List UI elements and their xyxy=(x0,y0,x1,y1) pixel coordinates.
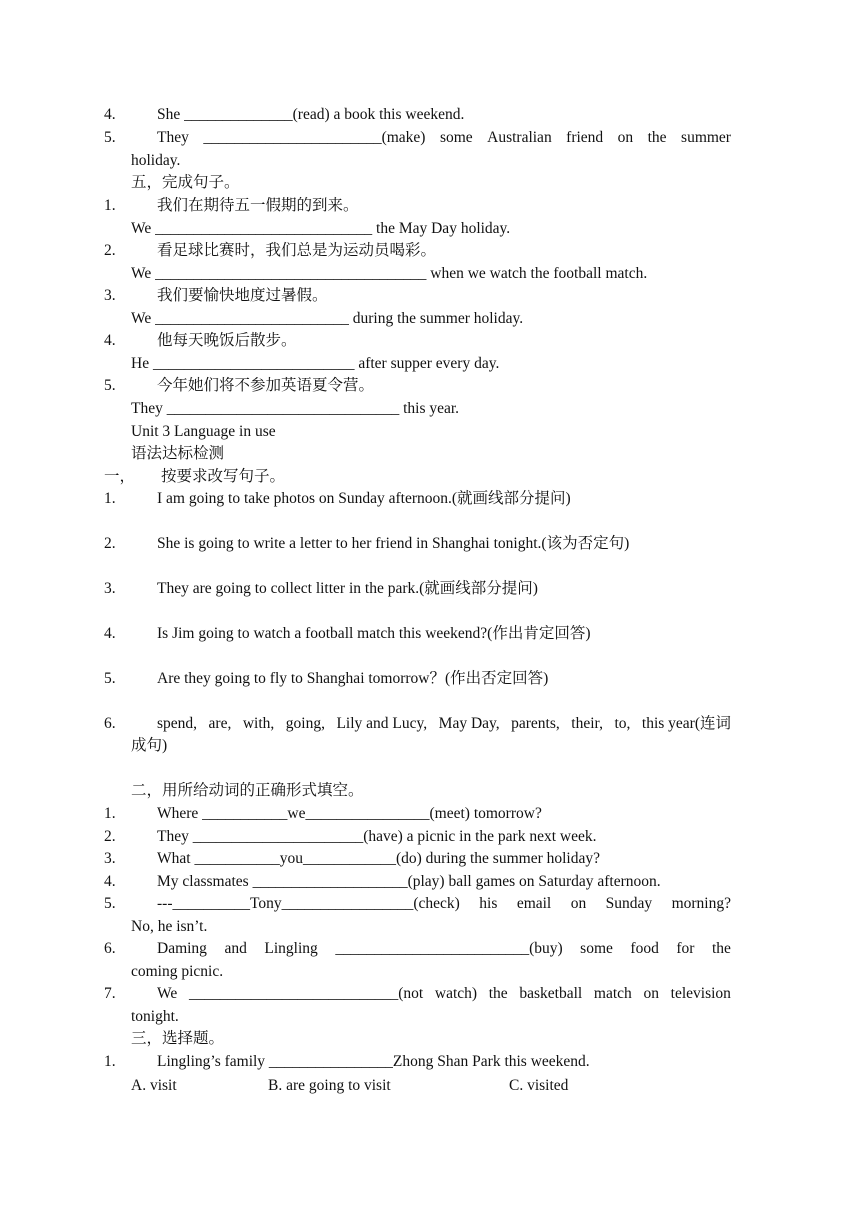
verb-item-2 xyxy=(0,826,860,848)
item-number: 6. xyxy=(104,940,116,957)
item-number: 5. xyxy=(104,129,116,146)
english-blank-sentence: He __________________________ after supper every day. xyxy=(131,355,500,372)
word: email xyxy=(516,895,552,912)
verb-item-3 xyxy=(0,848,860,870)
continuation-text: tonight. xyxy=(131,1008,179,1025)
word: for xyxy=(676,940,695,957)
rewrite-item-4 xyxy=(0,623,860,645)
translate-answer-1 xyxy=(0,218,860,240)
word: television xyxy=(670,985,731,1002)
english-blank-sentence: We ___________________________________ when we watch the football match. xyxy=(131,265,648,282)
rewrite-item-1 xyxy=(0,488,860,510)
word: _______________________(make) xyxy=(203,129,426,146)
item-number: 3. xyxy=(104,850,116,867)
word: their, xyxy=(571,715,603,732)
word: on xyxy=(617,129,634,146)
translate-item-2 xyxy=(0,240,860,262)
option-b: B. are going to visit xyxy=(268,1077,391,1094)
verb-item-7-continuation xyxy=(0,1006,860,1028)
word: the xyxy=(711,940,731,957)
rewrite-item-2 xyxy=(0,533,860,555)
rewrite-item-3 xyxy=(0,578,860,600)
word: are, xyxy=(208,715,232,732)
word: match xyxy=(593,985,632,1002)
word: going, xyxy=(285,715,325,732)
chinese-prompt: 看足球比赛时，我们总是为运动员喝彩。 xyxy=(157,242,437,259)
translate-item-3 xyxy=(0,285,860,307)
word: with, xyxy=(242,715,275,732)
verb-item-6-continuation xyxy=(0,961,860,983)
section-5-title xyxy=(0,172,860,194)
unit-title xyxy=(0,421,860,443)
chinese-prompt: 我们要愉快地度过暑假。 xyxy=(157,287,328,304)
item-number: 4. xyxy=(104,873,116,890)
word: We xyxy=(157,985,178,1002)
word: on xyxy=(570,895,587,912)
rewrite-item-6 xyxy=(0,713,860,735)
item-text: I am going to take photos on Sunday afternoon.(就画线部分提问) xyxy=(157,490,571,507)
section-title: 按要求改写句子。 xyxy=(161,468,286,485)
continuation-text: No, he isn’t. xyxy=(131,918,208,935)
item-text: Is Jim going to watch a football match this weekend?(作出肯定回答) xyxy=(157,625,591,642)
section-title: 二，用所给动词的正确形式填空。 xyxy=(131,782,364,799)
section-title: 五，完成句子。 xyxy=(131,174,240,191)
word: watch) xyxy=(434,985,478,1002)
section-title: 三，选择题。 xyxy=(131,1030,225,1047)
verb-item-5 xyxy=(0,893,860,915)
word: to, xyxy=(614,715,631,732)
item-text: She ______________(read) a book this weekend. xyxy=(157,106,465,123)
verb-item-7 xyxy=(0,983,860,1005)
item-text: Where ___________we________________(meet) tomorrow? xyxy=(157,805,542,822)
item-number: 1. xyxy=(104,805,116,822)
item-number: 3. xyxy=(104,580,116,597)
word: the xyxy=(488,985,508,1002)
chinese-prompt: 他每天晚饭后散步。 xyxy=(157,332,297,349)
item-text: They ______________________(have) a picnic in the park next week. xyxy=(157,828,597,845)
verb-item-4 xyxy=(0,871,860,893)
word: They xyxy=(157,129,189,146)
item-number: 2. xyxy=(104,535,116,552)
item-number: 3. xyxy=(104,287,116,304)
translate-answer-4 xyxy=(0,353,860,375)
justified-line xyxy=(157,983,731,1005)
rewrite-item-6-continuation xyxy=(0,735,860,757)
item-number: 4. xyxy=(104,625,116,642)
item-number: 1. xyxy=(104,1053,116,1070)
justified-line xyxy=(157,893,731,915)
word: Daming xyxy=(157,940,207,957)
item-number: 2. xyxy=(104,828,116,845)
section-1-title xyxy=(0,466,860,488)
unit-subtitle xyxy=(0,443,860,465)
item-number: 5. xyxy=(104,670,116,687)
word: this year(连词 xyxy=(641,715,731,732)
translate-answer-3 xyxy=(0,308,860,330)
word: friend xyxy=(566,129,604,146)
rewrite-item-5 xyxy=(0,668,860,690)
word: ---__________Tony_________________(check) xyxy=(157,895,460,912)
continuation-text: coming picnic. xyxy=(131,963,224,980)
item-text: She is going to write a letter to her friend in Shanghai tonight.(该为否定句) xyxy=(157,535,630,552)
word: Lily and Lucy, xyxy=(336,715,428,732)
translate-item-4 xyxy=(0,330,860,352)
item-number: 5. xyxy=(104,377,116,394)
english-blank-sentence: We _________________________ during the summer holiday. xyxy=(131,310,524,327)
word: ___________________________(not xyxy=(188,985,424,1002)
section-2-title xyxy=(0,780,860,802)
fill-item-4 xyxy=(0,104,860,126)
word: Australian xyxy=(487,129,552,146)
word: the xyxy=(647,129,667,146)
item-text: My classmates ____________________(play) ball games on Saturday afternoon. xyxy=(157,873,661,890)
english-blank-sentence: They ______________________________ this year. xyxy=(131,400,460,417)
item-number: 1. xyxy=(104,490,116,507)
item-text: They are going to collect litter in the park.(就画线部分提问) xyxy=(157,580,538,597)
verb-item-1 xyxy=(0,803,860,825)
unit-subtitle-text: 语法达标检测 xyxy=(131,445,225,462)
fill-item-5 xyxy=(0,127,860,149)
word: some xyxy=(580,940,613,957)
option-c: C. visited xyxy=(509,1077,569,1094)
word: spend, xyxy=(157,715,198,732)
verb-item-6 xyxy=(0,938,860,960)
fill-item-5-continuation xyxy=(0,150,860,172)
continuation-text: 成句) xyxy=(131,737,168,754)
word: basketball xyxy=(519,985,583,1002)
choice-item-1-options xyxy=(0,1075,860,1097)
item-number: 4. xyxy=(104,106,116,123)
unit-title-text: Unit 3 Language in use xyxy=(131,423,276,440)
option-a: A. visit xyxy=(131,1077,177,1094)
section-3-title xyxy=(0,1028,860,1050)
chinese-prompt: 今年她们将不参加英语夏令营。 xyxy=(157,377,375,394)
word: on xyxy=(643,985,659,1002)
word: summer xyxy=(681,129,731,146)
item-number: 6. xyxy=(104,715,116,732)
translate-item-5 xyxy=(0,375,860,397)
word: his xyxy=(479,895,498,912)
justified-line xyxy=(157,713,731,735)
chinese-prompt: 我们在期待五一假期的到来。 xyxy=(157,197,359,214)
justified-line xyxy=(157,127,731,149)
continuation-text: holiday. xyxy=(131,152,181,169)
word: parents, xyxy=(511,715,560,732)
justified-line xyxy=(157,938,731,960)
word: May Day, xyxy=(438,715,500,732)
verb-item-5-continuation xyxy=(0,916,860,938)
translate-answer-5 xyxy=(0,398,860,420)
item-text: What ___________you____________(do) during the summer holiday? xyxy=(157,850,600,867)
item-number: 2. xyxy=(104,242,116,259)
item-text: Lingling’s family ________________Zhong Shan Park this weekend. xyxy=(157,1053,590,1070)
word: _________________________(buy) xyxy=(335,940,563,957)
word: Lingling xyxy=(264,940,318,957)
word: some xyxy=(439,129,473,146)
translate-item-1 xyxy=(0,195,860,217)
choice-item-1 xyxy=(0,1051,860,1073)
word: Sunday xyxy=(605,895,653,912)
word: morning? xyxy=(671,895,731,912)
item-number: 1. xyxy=(104,197,116,214)
section-label: 一， xyxy=(104,468,136,485)
english-blank-sentence: We ____________________________ the May Day holiday. xyxy=(131,220,511,237)
item-number: 5. xyxy=(104,895,116,912)
word: and xyxy=(224,940,247,957)
item-number: 4. xyxy=(104,332,116,349)
word: food xyxy=(630,940,659,957)
item-text: Are they going to fly to Shanghai tomorrow？(作出否定回答) xyxy=(157,670,549,687)
translate-answer-2 xyxy=(0,263,860,285)
item-number: 7. xyxy=(104,985,116,1002)
